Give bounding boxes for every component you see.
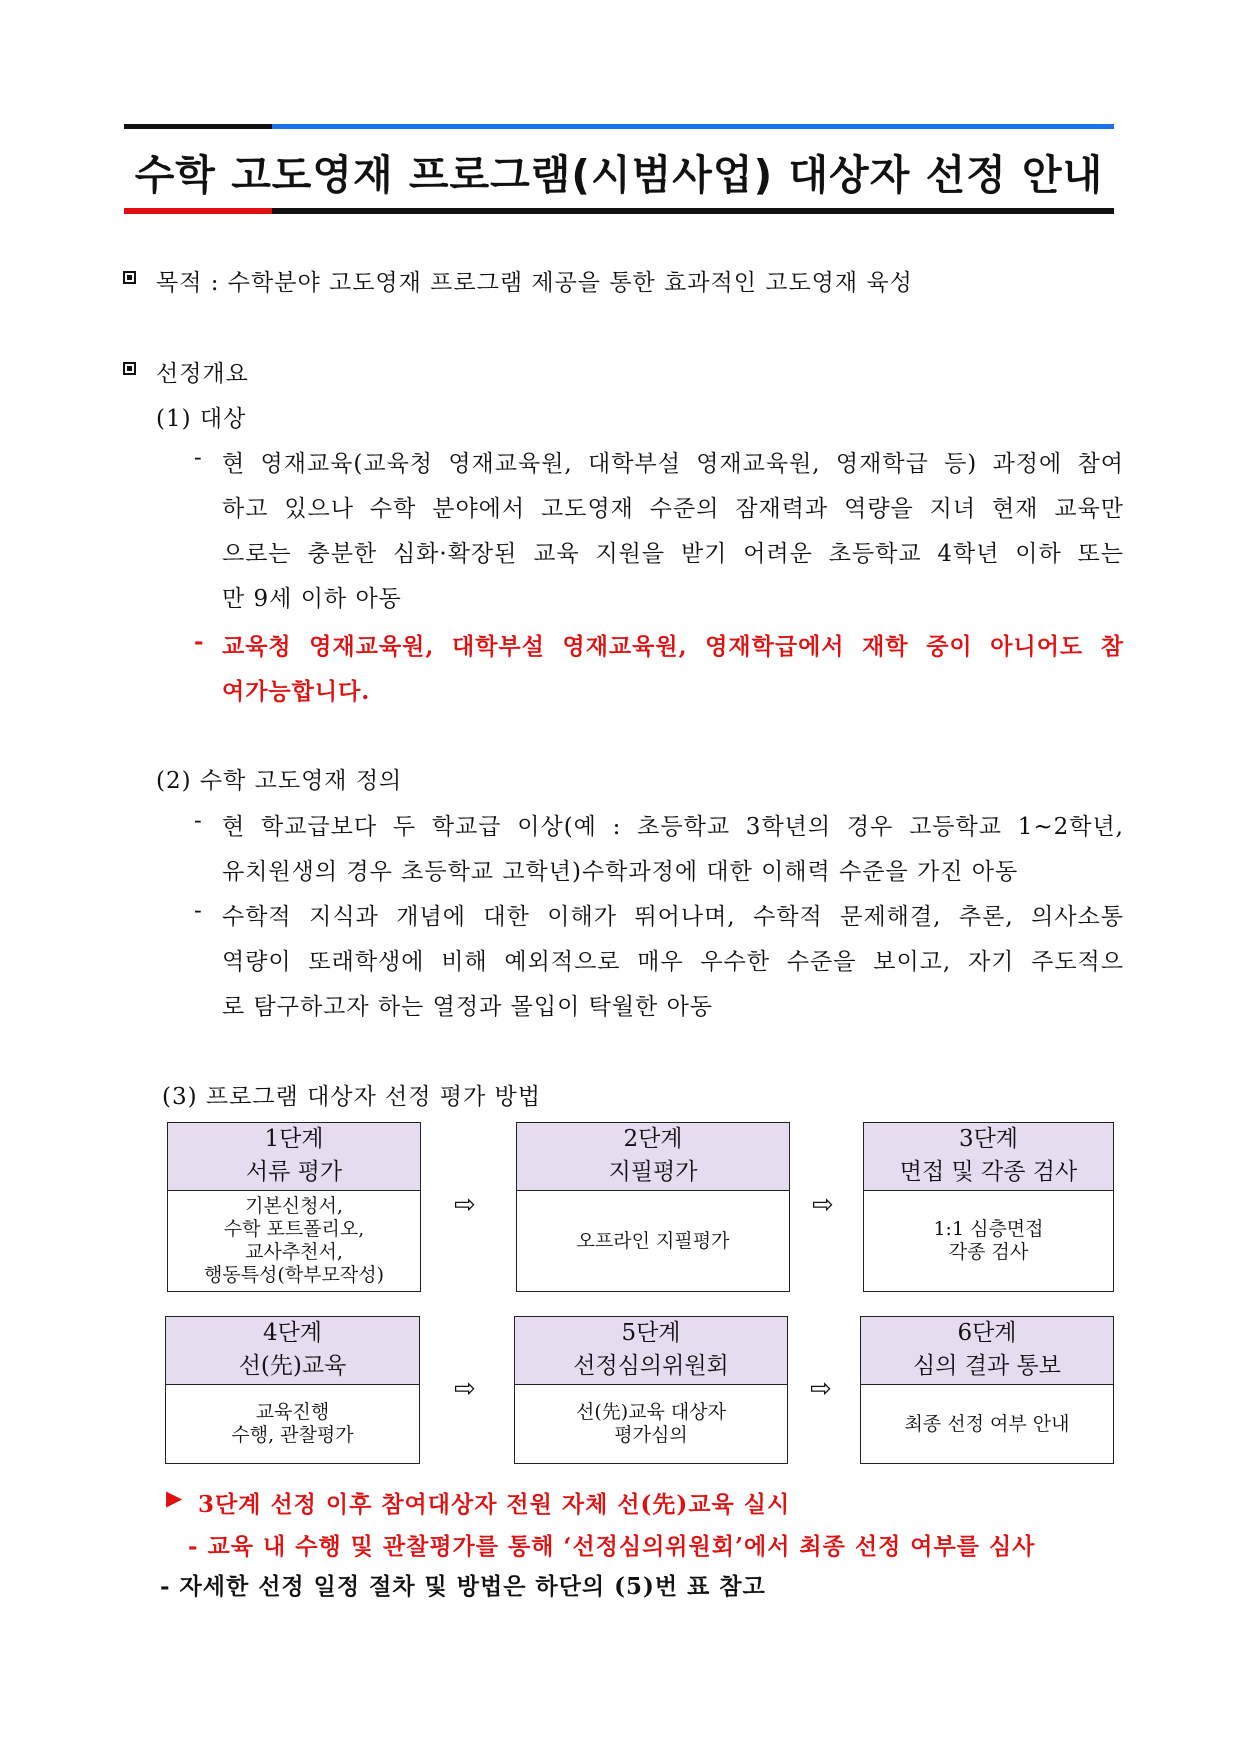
step-3-number: 3단계 xyxy=(958,1126,1019,1152)
step-2-number: 2단계 xyxy=(623,1126,683,1152)
step-1-number: 1단계 xyxy=(264,1126,324,1152)
title-bottom-bar-red xyxy=(124,208,272,214)
step-1-body-line: 기본신청서, xyxy=(245,1195,343,1217)
definition-1-line-2: 유치원생의 경우 초등학교 고학년)수학과정에 대한 이해력 수준을 가진 아동 xyxy=(222,859,1019,885)
definition-2-line-3: 로 탐구하고자 하는 열정과 몰입이 탁월한 아동 xyxy=(222,994,714,1020)
step-1-body-line: 수학 포트폴리오, xyxy=(223,1218,365,1240)
square-bullet-icon xyxy=(123,362,136,375)
dash-marker: - xyxy=(194,445,203,471)
step-2-box xyxy=(516,1122,790,1292)
dash-marker: - xyxy=(194,628,205,655)
step-6-number: 6단계 xyxy=(957,1320,1017,1346)
step-3-box xyxy=(863,1122,1114,1292)
step-6-body-line: 최종 선정 여부 안내 xyxy=(904,1412,1070,1435)
step-2-body-line: 오프라인 지필평가 xyxy=(576,1229,730,1252)
step-4-name: 선(先)교육 xyxy=(238,1353,347,1379)
right-arrow-icon: ⇨ xyxy=(454,1190,476,1220)
step-1-body-line: 행동특성(학부모작성) xyxy=(203,1264,384,1286)
target-line-4: 만 9세 이하 아동 xyxy=(222,586,402,612)
step-6-box xyxy=(860,1316,1114,1464)
title-bottom-bar-black xyxy=(272,208,1114,214)
step-5-body-line: 평가심의 xyxy=(614,1424,688,1446)
section1-heading: (1) 대상 xyxy=(156,406,247,432)
definition-1-line-1: 현 학교급보다 두 학교급 이상(예 : 초등학교 3학년의 경우 고등학교 1~2학년, xyxy=(222,814,1124,840)
step-4-body-line: 수행, 관찰평가 xyxy=(231,1424,354,1446)
step-4-body-line: 교육진행 xyxy=(255,1401,330,1423)
step-3-body-line: 1:1 심층면접 xyxy=(933,1218,1044,1240)
step-1-body-line: 교사추천서, xyxy=(245,1241,343,1263)
dash-marker: - xyxy=(194,808,203,834)
overview-heading: 선정개요 xyxy=(156,361,249,387)
page-title: 수학 고도영재 프로그램(시범사업) 대상자 선정 안내 xyxy=(134,151,1104,199)
right-arrow-icon: ⇨ xyxy=(810,1374,832,1404)
note-marker-icon: ▶ xyxy=(166,1486,184,1510)
step-3-name: 면접 및 각종 검사 xyxy=(899,1159,1078,1185)
purpose-text: 목적 : 수학분야 고도영재 프로그램 제공을 통한 효과적인 고도영재 육성 xyxy=(156,270,913,296)
right-arrow-icon: ⇨ xyxy=(812,1190,834,1220)
right-arrow-icon: ⇨ xyxy=(454,1374,476,1404)
dash-marker: - xyxy=(194,898,203,924)
step-4-box xyxy=(165,1316,420,1464)
title-top-bar-blue xyxy=(272,124,1114,129)
step-4-number: 4단계 xyxy=(262,1320,323,1346)
step-5-number: 5단계 xyxy=(621,1320,681,1346)
target-line-3: 으로는 충분한 심화·확장된 교육 지원을 받기 어려운 초등학교 4학년 이하 또는 xyxy=(222,541,1124,567)
section3-heading: (3) 프로그램 대상자 선정 평가 방법 xyxy=(162,1084,541,1110)
square-bullet-icon xyxy=(123,271,136,284)
target-line-1: 현 영재교육(교육청 영재교육원, 대학부설 영재교육원, 영재학급 등) 과정에 참여 xyxy=(222,451,1124,477)
section2-heading: (2) 수학 고도영재 정의 xyxy=(156,768,403,794)
eligibility-note-line-1: 교육청 영재교육원, 대학부설 영재교육원, 영재학급에서 재학 중이 아니어도 참 xyxy=(222,633,1124,660)
final-selection-note: - 교육 내 수행 및 관찰평가를 통해 ‘선정심의위원회’에서 최종 선정 여부를 심사 xyxy=(188,1533,1036,1560)
step-6-name: 심의 결과 통보 xyxy=(913,1353,1061,1379)
step-2-name: 지필평가 xyxy=(608,1159,698,1185)
eligibility-note-line-2: 여가능합니다. xyxy=(222,678,371,705)
step-5-name: 선정심의위원회 xyxy=(573,1353,729,1379)
pre-education-note: 3단계 선정 이후 참여대상자 전원 자체 선(先)교육 실시 xyxy=(198,1491,791,1518)
step-5-body-line: 선(先)교육 대상자 xyxy=(576,1401,726,1423)
step-1-box xyxy=(167,1122,421,1292)
step-1-name: 서류 평가 xyxy=(245,1159,343,1185)
definition-2-line-2: 역량이 또래학생에 비해 예외적으로 매우 우수한 수준을 보이고, 자기 주도적으 xyxy=(222,949,1124,975)
step-5-box xyxy=(514,1316,788,1464)
step-3-body-line: 각종 검사 xyxy=(948,1241,1029,1263)
title-top-bar-black xyxy=(124,124,272,129)
target-line-2: 하고 있으나 수학 분야에서 고도영재 수준의 잠재력과 역량을 지녀 현재 교육만 xyxy=(222,496,1124,522)
schedule-reference-note: - 자세한 선정 일정 절차 및 방법은 하단의 (5)번 표 참고 xyxy=(160,1573,766,1600)
definition-2-line-1: 수학적 지식과 개념에 대한 이해가 뛰어나며, 수학적 문제해결, 추론, 의사소통 xyxy=(222,904,1124,930)
